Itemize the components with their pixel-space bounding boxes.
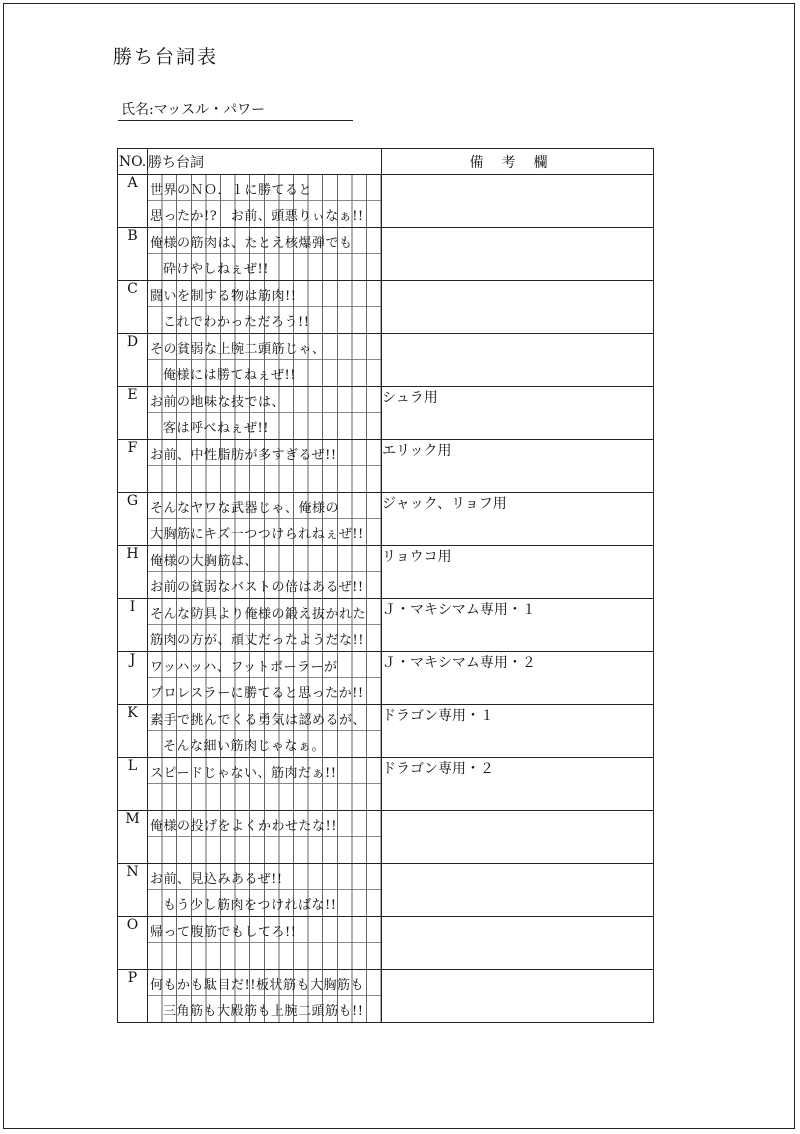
line-text-1: お前の地味な技では、	[150, 395, 286, 410]
row-line-cell	[148, 652, 382, 705]
row-line-cell	[148, 758, 382, 811]
manuscript-grid	[148, 334, 381, 386]
line-text-1: 帰って腹筋でもしてろ!!	[150, 925, 297, 940]
row-number: D	[118, 334, 148, 387]
row-note: Ｊ・マキシマム専用・１	[382, 599, 654, 652]
row-number: A	[118, 175, 148, 228]
line-text-2: 大胸筋にキズ一つつけられねぇぜ!!	[150, 527, 364, 542]
table-header-row	[118, 149, 654, 175]
table-row	[118, 440, 654, 493]
line-text-1: 世界のＮＯ．１に勝てると	[150, 183, 313, 198]
row-line-cell	[148, 281, 382, 334]
row-note	[382, 228, 654, 281]
line-text-2: 思ったか!? お前、頭悪りぃなぁ!!	[150, 209, 364, 224]
manuscript-grid	[148, 175, 381, 227]
row-line-cell	[148, 493, 382, 546]
line-text-1: 素手で挑んでくる勇気は認めるが、	[150, 713, 367, 728]
row-note	[382, 917, 654, 970]
row-note: リョウコ用	[382, 546, 654, 599]
manuscript-grid	[148, 387, 381, 439]
table-row	[118, 864, 654, 917]
table-row	[118, 758, 654, 811]
row-line-cell	[148, 546, 382, 599]
manuscript-grid	[148, 758, 381, 810]
row-line-cell	[148, 705, 382, 758]
line-text-1: 闘いを制する物は筋肉!!	[150, 289, 297, 304]
row-number: C	[118, 281, 148, 334]
row-line-cell	[148, 440, 382, 493]
line-text-2: 筋肉の方が、頑丈だったようだな!!	[150, 633, 364, 648]
manuscript-grid	[148, 281, 381, 333]
table-row	[118, 387, 654, 440]
row-number: G	[118, 493, 148, 546]
line-text-2: もう少し筋肉をつければな!!	[163, 898, 337, 913]
row-note	[382, 281, 654, 334]
line-text-2: プロレスラーに勝てると思ったか!!	[150, 686, 364, 701]
table-row	[118, 546, 654, 599]
line-text-2: そんな細い筋肉じゃなぁ。	[163, 739, 326, 754]
manuscript-grid	[148, 599, 381, 651]
table-row	[118, 705, 654, 758]
line-text-1: そんなヤワな武器じゃ、俺様の	[150, 501, 340, 516]
row-note	[382, 175, 654, 228]
victory-lines-table	[117, 148, 654, 1023]
table-row	[118, 334, 654, 387]
line-text-1: お前、見込みあるぜ!!	[150, 872, 283, 887]
manuscript-grid	[148, 705, 381, 757]
table-row	[118, 228, 654, 281]
line-text-1: 俺様の投げをよくかわせたな!!	[150, 819, 337, 834]
row-note	[382, 334, 654, 387]
page-title: 勝ち台詞表	[113, 46, 219, 68]
manuscript-grid	[148, 440, 381, 492]
line-text-2: これでわかっただろう!!	[163, 315, 310, 330]
row-number: N	[118, 864, 148, 917]
table-row	[118, 599, 654, 652]
row-number: B	[118, 228, 148, 281]
line-text-2: 三角筋も大殿筋も上腕二頭筋も!!	[163, 1004, 364, 1019]
row-number: H	[118, 546, 148, 599]
table-row	[118, 652, 654, 705]
table-row	[118, 917, 654, 970]
row-line-cell	[148, 334, 382, 387]
line-text-1: 何もかも駄目だ!!板状筋も大胸筋も	[150, 978, 364, 993]
row-note	[382, 864, 654, 917]
manuscript-grid	[148, 970, 381, 1022]
character-name-underline	[118, 120, 353, 121]
line-text-2: 砕けやしねぇぜ!!	[163, 262, 269, 277]
row-line-cell	[148, 811, 382, 864]
row-line-cell	[148, 917, 382, 970]
line-text-1: ワッハッハ、フットボーラーが	[150, 660, 338, 675]
line-text-1: その貧弱な上腕二頭筋じゃ、	[150, 342, 326, 357]
row-line-cell	[148, 970, 382, 1023]
manuscript-grid	[148, 493, 381, 545]
row-number: O	[118, 917, 148, 970]
table-row	[118, 175, 654, 228]
row-note: Ｊ・マキシマム専用・２	[382, 652, 654, 705]
row-number: J	[118, 652, 148, 705]
line-text-2: 客は呼べねぇぜ!!	[163, 421, 269, 436]
row-number: M	[118, 811, 148, 864]
table-row	[118, 811, 654, 864]
row-note: ジャック、リョフ用	[382, 493, 654, 546]
row-note: ドラゴン専用・１	[382, 705, 654, 758]
line-text-2: お前の貧弱なバストの倍はあるぜ!!	[150, 580, 364, 595]
row-line-cell	[148, 387, 382, 440]
manuscript-grid	[148, 546, 381, 598]
row-number: E	[118, 387, 148, 440]
line-text-1: 俺様の筋肉は、たとえ核爆弾でも	[150, 236, 353, 251]
manuscript-grid	[148, 917, 381, 969]
row-line-cell	[148, 599, 382, 652]
manuscript-grid	[148, 228, 381, 280]
table-row	[118, 281, 654, 334]
line-text-1: お前、中性脂肪が多すぎるぜ!!	[150, 448, 337, 463]
character-name: 氏名:マッスル・パワー	[121, 102, 266, 118]
header-notes: 備考欄	[382, 149, 654, 175]
table-row	[118, 970, 654, 1023]
row-line-cell	[148, 175, 382, 228]
line-text-1: そんな防具より俺様の鍛え抜かれた	[150, 607, 367, 622]
row-line-cell	[148, 228, 382, 281]
header-line: 勝ち台詞	[148, 149, 382, 175]
row-note: ドラゴン専用・２	[382, 758, 654, 811]
row-number: F	[118, 440, 148, 493]
row-note	[382, 811, 654, 864]
line-text-2: 俺様には勝てねぇぜ!!	[163, 368, 296, 383]
row-note	[382, 970, 654, 1023]
line-text-1: スピードじゃない、筋肉だぁ!!	[150, 766, 337, 781]
row-number: K	[118, 705, 148, 758]
row-note: エリック用	[382, 440, 654, 493]
row-number: L	[118, 758, 148, 811]
row-line-cell	[148, 864, 382, 917]
manuscript-grid	[148, 864, 381, 916]
manuscript-grid	[148, 811, 381, 863]
manuscript-grid	[148, 652, 381, 704]
table-row	[118, 493, 654, 546]
line-text-1: 俺様の大胸筋は、	[150, 554, 259, 569]
row-note: シュラ用	[382, 387, 654, 440]
header-no: NO.	[118, 149, 148, 175]
row-number: P	[118, 970, 148, 1023]
row-number: I	[118, 599, 148, 652]
